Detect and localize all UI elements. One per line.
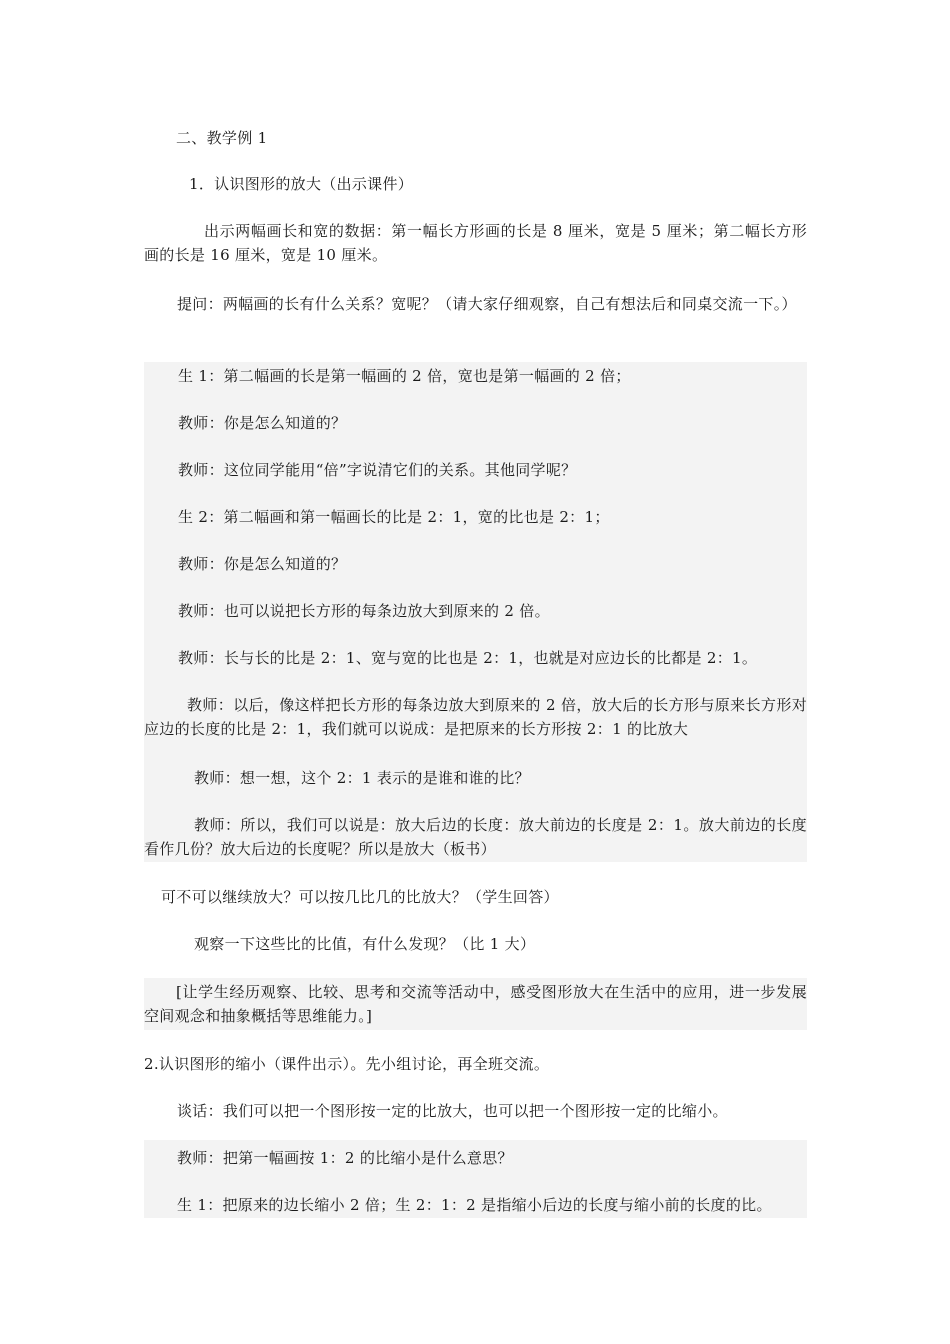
- paragraph-teacher-shrink: 教师：把第一幅画按 1：2 的比缩小是什么意思？: [177, 1149, 513, 1167]
- paragraph-so: 教师：所以，我们可以说是：放大后边的长度：放大前边的长度是 2：1。放大前边的长度看作几份？放大后边的长度呢？所以是放大（板书）: [144, 816, 807, 858]
- section-heading: 二、教学例 1: [176, 129, 268, 147]
- dialogue-line: 教师：长与长的比是 2：1、宽与宽的比也是 2：1，也就是对应边长的比都是 2：1。: [178, 649, 758, 667]
- dialogue-line: 教师：这位同学能用“倍”字说清它们的关系。其他同学呢？: [178, 461, 577, 479]
- paragraph-continue: 可不可以继续放大？可以按几比几的比放大？（学生回答）: [161, 888, 559, 906]
- dialogue-line: 生 2：第二幅画和第一幅画长的比是 2：1，宽的比也是 2：1；: [178, 508, 610, 526]
- paragraph-talk: 谈话：我们可以把一个图形按一定的比放大，也可以把一个图形按一定的比缩小。: [177, 1102, 728, 1120]
- paragraph-think: 教师：想一想，这个 2：1 表示的是谁和谁的比？: [194, 769, 530, 787]
- paragraph-teacher-later: 教师：以后，像这样把长方形的每条边放大到原来的 2 倍，放大后的长方形与原来长方形对应边的长度的比是 2：1，我们就可以说成：是把原来的长方形按 2：1 的比放大: [144, 696, 807, 738]
- subheading-enlarge: 1．认识图形的放大（出示课件）: [189, 175, 414, 193]
- dialogue-line: 教师：也可以说把长方形的每条边放大到原来的 2 倍。: [178, 602, 550, 620]
- dialogue-line: 生 1：第二幅画的长是第一幅画的 2 倍，宽也是第一幅画的 2 倍；: [178, 367, 631, 385]
- paragraph-goal: [让学生经历观察、比较、思考和交流等活动中，感受图形放大在生活中的应用，进一步发展空间观念和抽象概括等思维能力。]: [144, 983, 807, 1025]
- paragraph-observe: 观察一下这些比的比值，有什么发现？（比 1 大）: [194, 935, 536, 953]
- dialogue-line: 教师：你是怎么知道的？: [178, 414, 347, 432]
- paragraph-students: 生 1：把原来的边长缩小 2 倍；生 2：1：2 是指缩小后边的长度与缩小前的长度的比。: [177, 1196, 772, 1214]
- paragraph-question: 提问：两幅画的长有什么关系？宽呢？（请大家仔细观察，自己有想法后和同桌交流一下。）: [177, 295, 797, 313]
- paragraph-data: 出示两幅画长和宽的数据：第一幅长方形画的长是 8 厘米，宽是 5 厘米；第二幅长方形画的长是 16 厘米，宽是 10 厘米。: [144, 222, 807, 264]
- subheading-shrink: 2.认识图形的缩小（课件出示）。先小组讨论，再全班交流。: [144, 1055, 550, 1073]
- dialogue-line: 教师：你是怎么知道的？: [178, 555, 347, 573]
